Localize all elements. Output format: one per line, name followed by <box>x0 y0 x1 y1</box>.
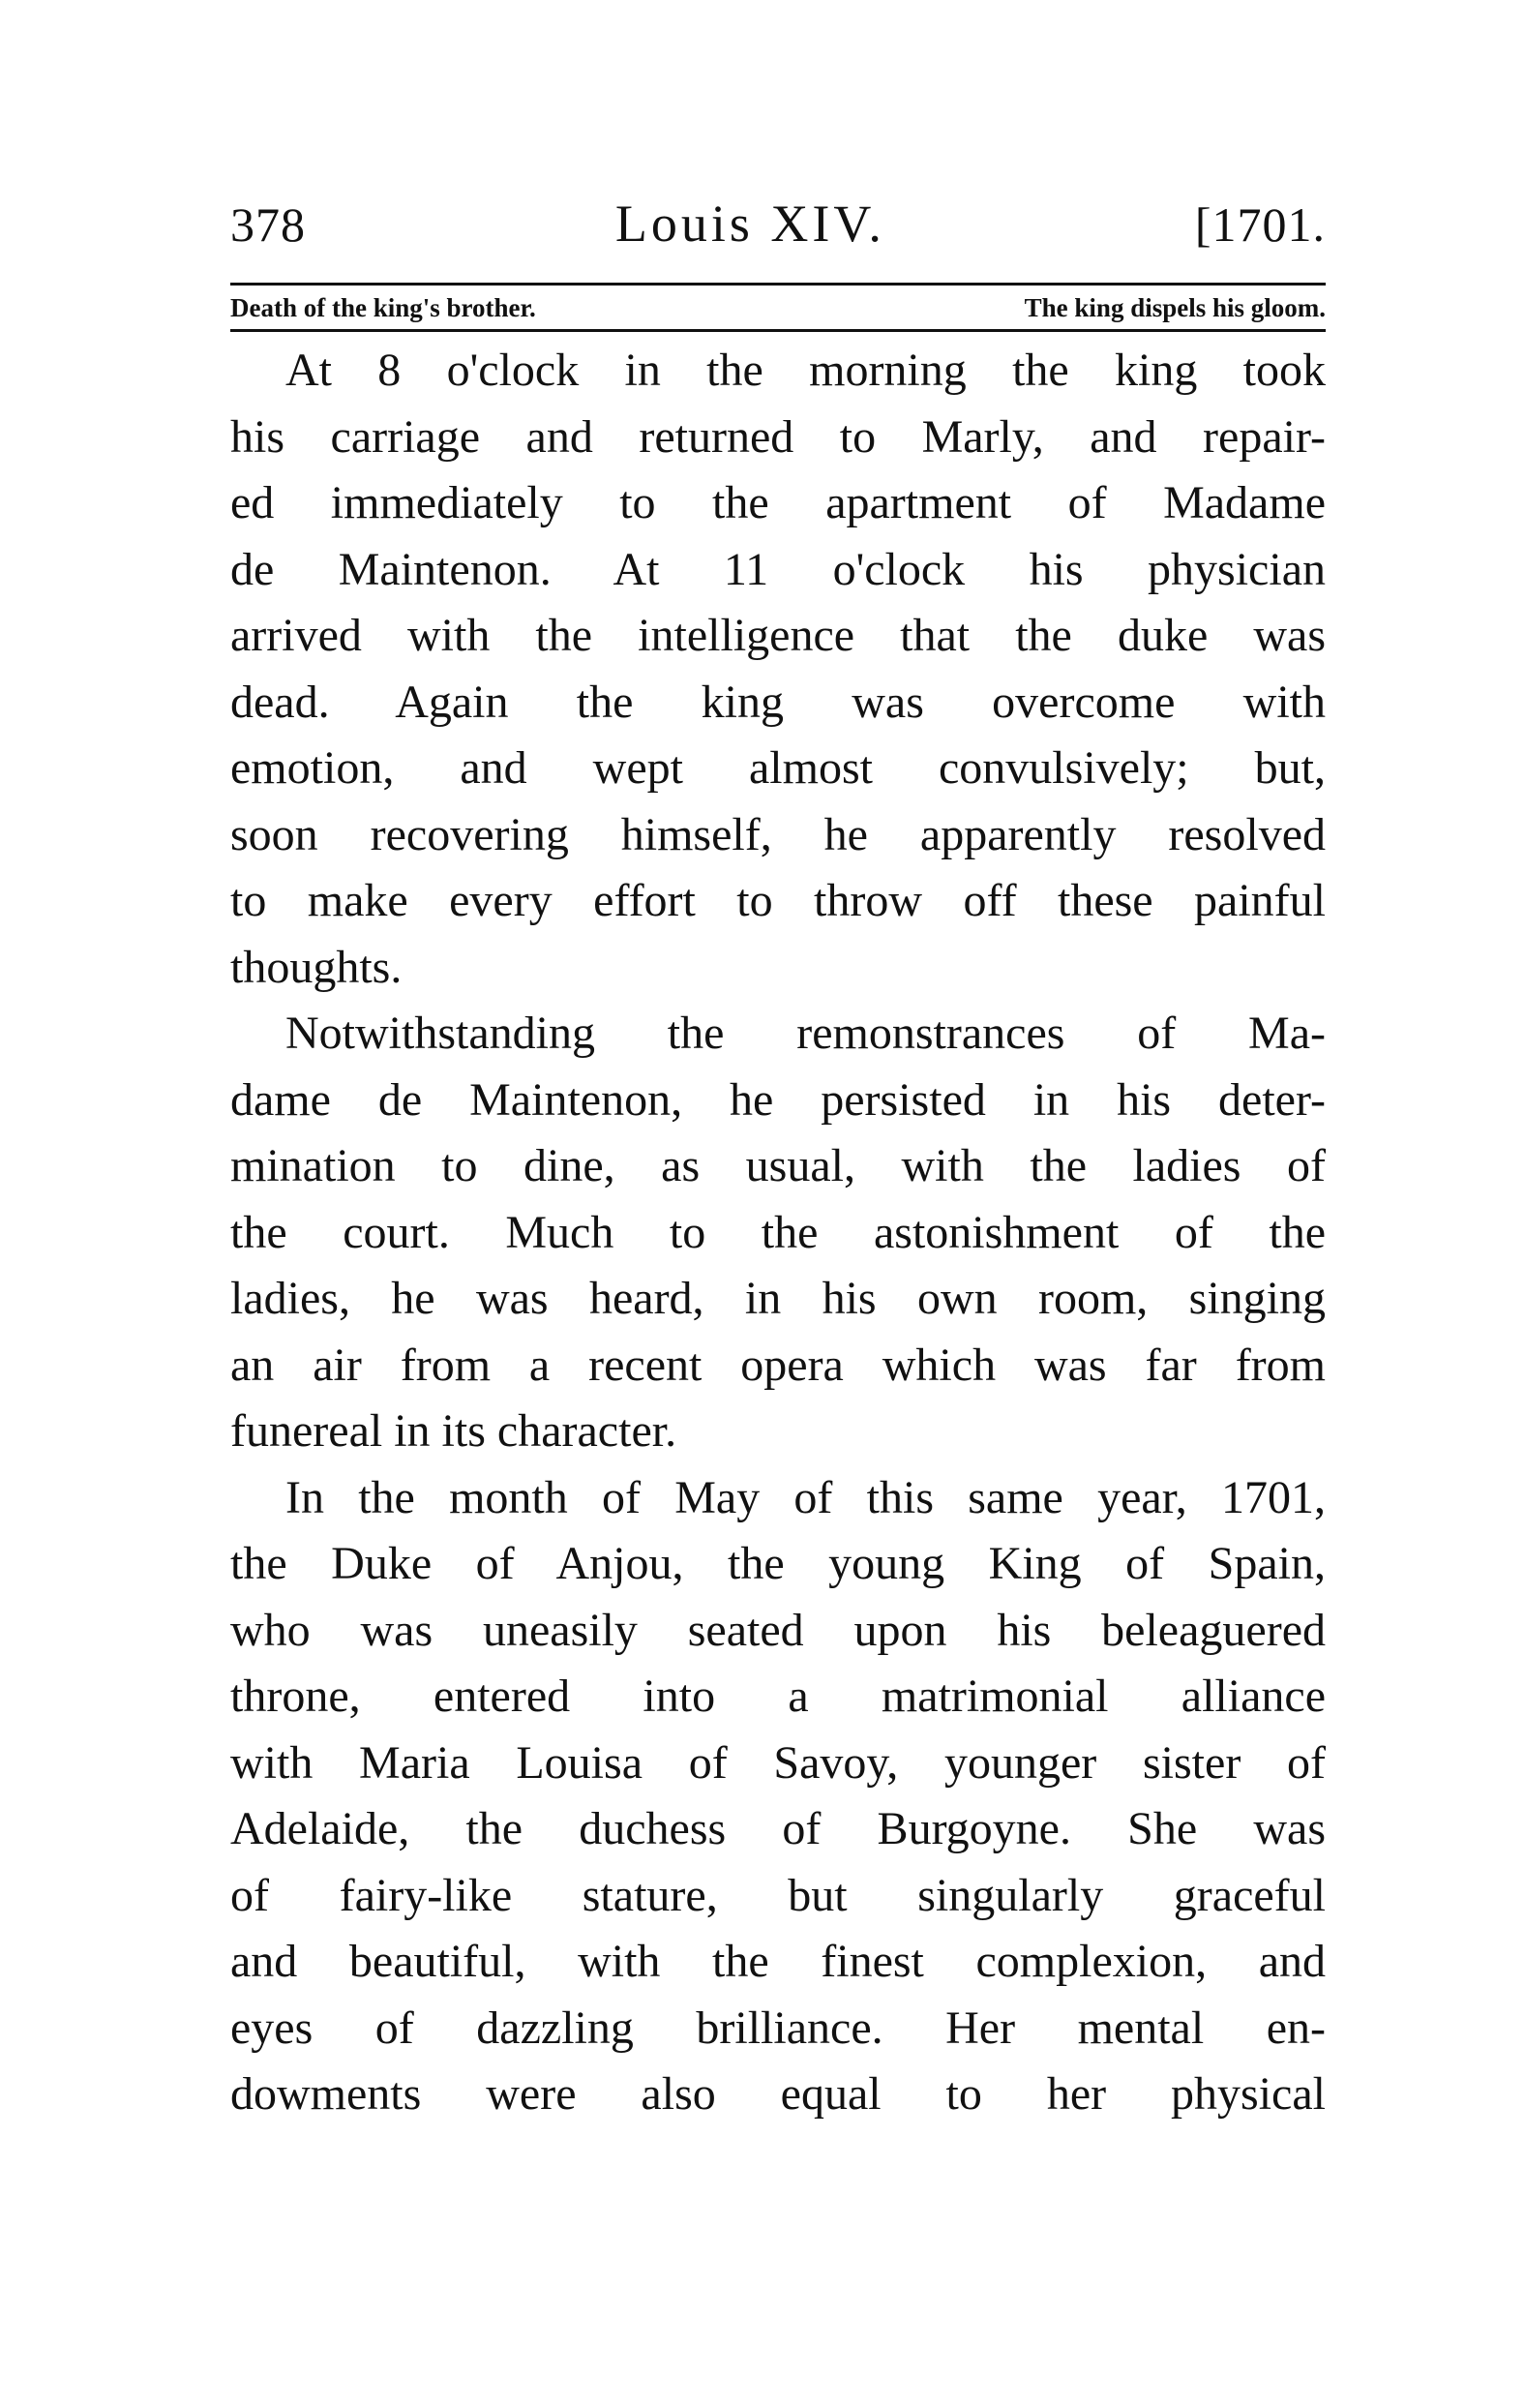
text-line: with Maria Louisa of Savoy, younger sister of <box>230 1736 1326 1789</box>
side-note-right: The king dispels his gloom. <box>1024 293 1326 322</box>
text-line: funereal in its character. <box>230 1405 677 1457</box>
paragraph <box>230 1001 1326 1465</box>
text-line: eyes of dazzling brilliance. Her mental en- <box>230 2002 1326 2054</box>
text-line: arrived with the intelligence that the duke was <box>230 610 1326 661</box>
text-line: At 8 o'clock in the morning the king took <box>285 345 1326 396</box>
text-line: ladies, he was heard, in his own room, singing <box>230 1273 1326 1324</box>
side-notes <box>230 286 1326 329</box>
text-line: throne, entered into a matrimonial alliance <box>230 1671 1326 1722</box>
text-line: dowments were also equal to her physical <box>230 2068 1326 2120</box>
text-line: an air from a recent opera which was far from <box>230 1339 1326 1391</box>
book-page <box>230 194 1326 2128</box>
text-line: Notwithstanding the remonstrances of Ma- <box>285 1008 1326 1059</box>
text-line: de Maintenon. At 11 o'clock his physician <box>230 543 1326 595</box>
text-line: and beautiful, with the finest complexion, and <box>230 1936 1326 1987</box>
text-line: the court. Much to the astonishment of the <box>230 1206 1326 1258</box>
text-line: thoughts. <box>230 941 403 993</box>
text-line: ed immediately to the apartment of Madame <box>230 477 1326 528</box>
paragraph <box>230 1465 1326 2128</box>
text-line: who was uneasily seated upon his beleaguered <box>230 1604 1326 1656</box>
header-rule-bottom <box>230 329 1326 332</box>
text-line: his carriage and returned to Marly, and repair- <box>230 410 1326 463</box>
paragraph <box>230 338 1326 1001</box>
side-note-left: Death of the king's brother. <box>230 293 536 322</box>
running-header <box>230 194 1326 261</box>
text-line: dame de Maintenon, he persisted in his deter- <box>230 1073 1326 1126</box>
text-line: dead. Again the king was overcome with <box>230 676 1326 728</box>
text-line: soon recovering himself, he apparently resolved <box>230 808 1326 860</box>
text-line: In the month of May of this same year, 1701, <box>285 1471 1326 1523</box>
text-line: of fairy-like stature, but singularly graceful <box>230 1869 1326 1921</box>
text-line: emotion, and wept almost convulsively; but, <box>230 742 1326 794</box>
text-line: mination to dine, as usual, with the ladies of <box>230 1140 1326 1191</box>
page-title: Louis XIV. <box>614 195 885 253</box>
page-number: 378 <box>230 197 306 252</box>
body-text <box>230 338 1326 2128</box>
header-year: [1701. <box>1194 197 1326 252</box>
text-line: the Duke of Anjou, the young King of Spain, <box>230 1538 1326 1589</box>
text-line: Adelaide, the duchess of Burgoyne. She was <box>230 1803 1326 1854</box>
text-line: to make every effort to throw off these painful <box>230 875 1326 926</box>
